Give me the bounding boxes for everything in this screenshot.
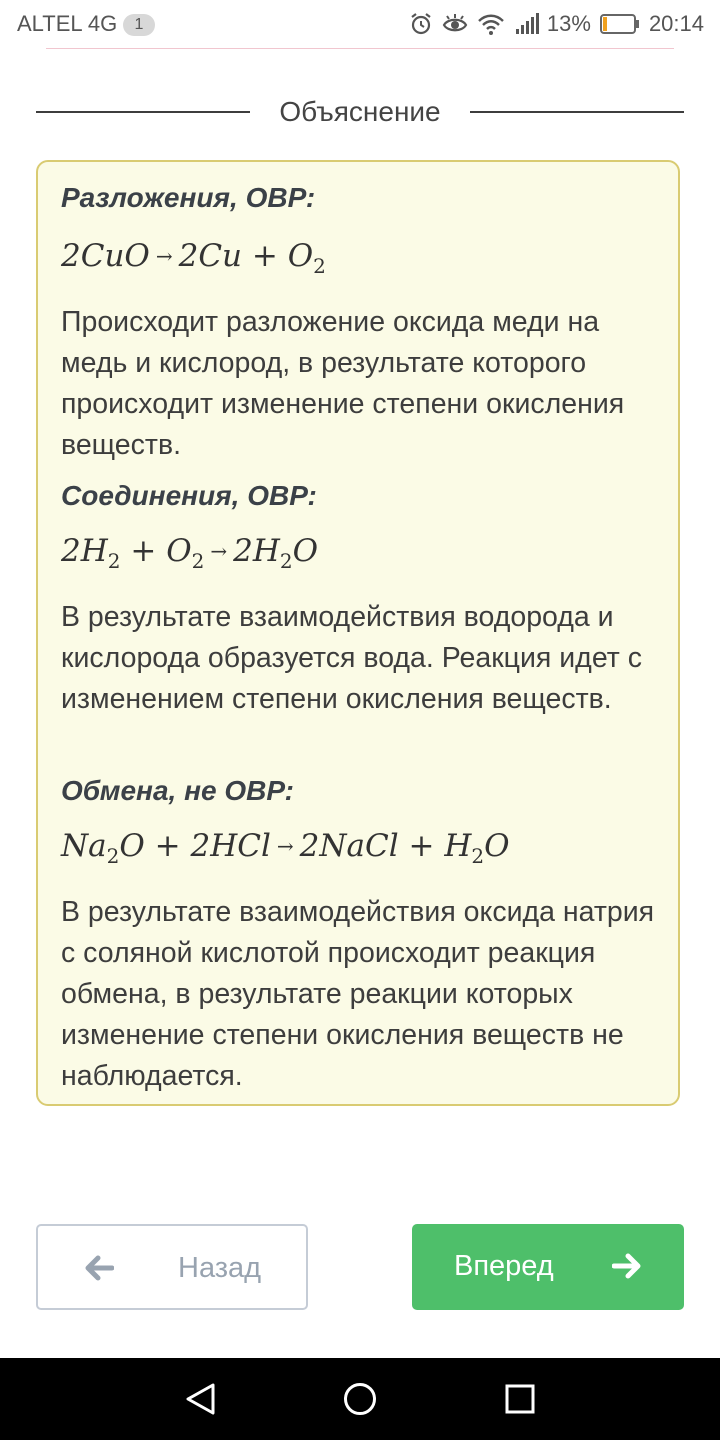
block-heading: Соединения, ОВР:: [61, 480, 317, 511]
divider-line-right: [470, 111, 684, 113]
equation-term: O: [166, 533, 192, 569]
equation-subscript: 2: [471, 844, 485, 868]
equation-plus: +: [251, 238, 278, 274]
alarm-icon: [409, 12, 433, 36]
signal-icon: [514, 12, 540, 36]
equation-term: O: [287, 238, 314, 274]
block-heading: Обмена, не ОВР:: [61, 775, 294, 806]
explanation-card: [36, 160, 680, 1106]
equation-subscript: 2: [313, 254, 326, 278]
equation-plus: +: [154, 828, 181, 864]
eye-icon: [442, 12, 468, 36]
back-triangle-icon[interactable]: [184, 1382, 218, 1416]
block-heading: Разложения, ОВР:: [61, 182, 316, 213]
equation-arrow: →: [276, 834, 294, 858]
equation-plus: +: [408, 828, 435, 864]
wifi-icon: [477, 12, 505, 36]
equation-exchange: [61, 828, 661, 868]
back-button[interactable]: [36, 1224, 308, 1310]
battery-icon: [600, 13, 640, 35]
equation-term: H: [444, 828, 472, 864]
equation-term: O: [484, 828, 510, 864]
arrow-right-icon: [612, 1252, 642, 1288]
top-divider: [46, 48, 674, 49]
status-bar: [0, 0, 720, 48]
equation-term: 2CuO: [61, 238, 150, 274]
equation-subscript: 2: [107, 549, 121, 573]
equation-combination: [61, 533, 661, 573]
equation-subscript: 2: [279, 549, 293, 573]
block-text: Происходит разложение оксида меди на медь и кислород, в результате которого происходит изменение степени окисления веществ.: [61, 306, 625, 461]
home-circle-icon[interactable]: [343, 1382, 377, 1416]
equation-term: 2Cu: [178, 238, 243, 274]
equation-term: 2H: [233, 533, 280, 569]
next-button-label: Вперед: [454, 1250, 554, 1282]
next-button[interactable]: [412, 1224, 684, 1310]
battery-percent: 13%: [546, 11, 591, 36]
back-button-label: Назад: [178, 1252, 262, 1284]
equation-term: O: [292, 533, 319, 569]
equation-term: 2NaCl: [299, 828, 399, 864]
arrow-left-icon: [84, 1254, 114, 1290]
clock-time: 20:14: [648, 11, 704, 36]
system-navigation-bar: [0, 1358, 720, 1440]
carrier-name: ALTEL 4G: [17, 11, 118, 36]
equation-arrow: →: [210, 539, 228, 563]
recents-square-icon[interactable]: [503, 1382, 537, 1416]
block-text: В результате взаимодействия водорода и кислорода образуется вода. Реакция идет с изменением степени окисления веществ.: [61, 601, 642, 715]
equation-term: O: [119, 828, 145, 864]
equation-term: 2HCl: [190, 828, 271, 864]
sim-badge: 1: [123, 14, 155, 36]
equation-decomposition: [61, 238, 661, 278]
equation-term: Na: [61, 828, 107, 864]
status-icons: [409, 8, 704, 40]
block-text: В результате взаимодействия оксида натрия с соляной кислотой происходит реакция обмена, в результате реакции которых изменение степени окисления веществ не наблюдается.: [61, 896, 655, 1092]
section-divider: [36, 88, 684, 136]
equation-arrow: →: [155, 244, 173, 268]
equation-term: 2H: [61, 533, 108, 569]
section-title: Объяснение: [279, 96, 441, 127]
equation-subscript: 2: [106, 844, 120, 868]
equation-subscript: 2: [191, 549, 205, 573]
equation-plus: +: [130, 533, 157, 569]
